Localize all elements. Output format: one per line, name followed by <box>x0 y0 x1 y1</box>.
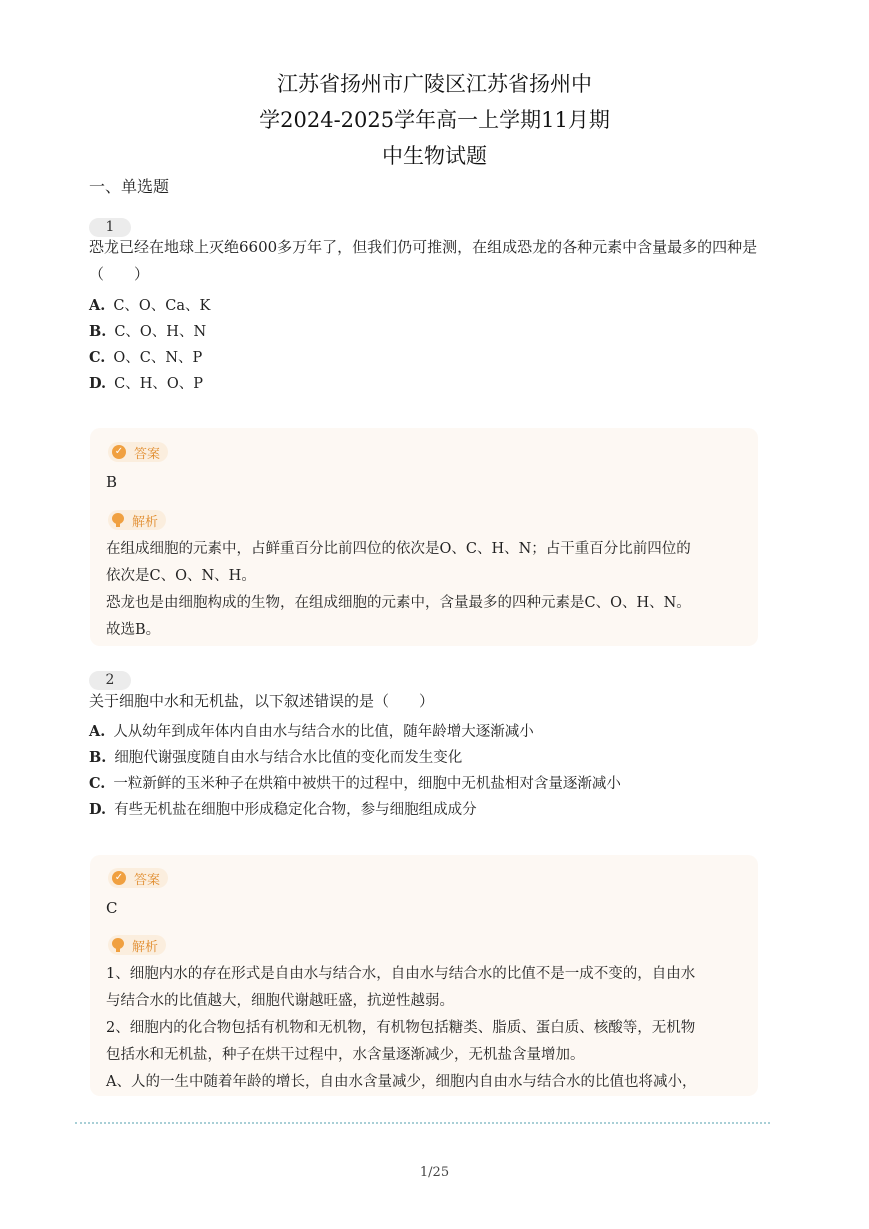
answer-card <box>90 428 758 646</box>
answer-tag <box>108 868 168 888</box>
option-letter: A. <box>89 297 106 314</box>
answer-value: B <box>106 473 118 491</box>
option-text: C、H、O、P <box>114 376 203 392</box>
section-heading: 一、单选题 <box>89 177 170 196</box>
analysis-line: 包括水和无机盐，种子在烘干过程中，水含量逐渐减少，无机盐含量增加。 <box>106 1047 585 1063</box>
option-letter: C. <box>89 775 106 792</box>
option-text: 有些无机盐在细胞中形成稳定化合物，参与细胞组成成分 <box>114 802 477 818</box>
answer-tag <box>108 442 168 462</box>
option-a[interactable] <box>89 722 534 742</box>
analysis-text <box>106 536 736 644</box>
analysis-label: 解析 <box>132 939 159 955</box>
option-letter: A. <box>89 723 106 740</box>
analysis-line: 1、细胞内水的存在形式是自由水与结合水，自由水与结合水的比值不是一成不变的，自由水 <box>106 966 696 982</box>
answer-card <box>90 855 758 1096</box>
option-text: O、C、N、P <box>113 350 203 366</box>
option-a[interactable] <box>89 296 210 316</box>
page-number: 1/25 <box>419 1165 450 1180</box>
answer-label: 答案 <box>134 446 161 462</box>
option-text: C、O、Ca、K <box>113 298 211 314</box>
document-title <box>0 66 869 174</box>
option-letter: B. <box>89 323 107 340</box>
answer-value: C <box>106 899 118 917</box>
lightbulb-icon <box>112 938 124 952</box>
analysis-text <box>106 961 736 1096</box>
analysis-line: 2、细胞内的化合物包括有机物和无机物，有机物包括糖类、脂质、蛋白质、核酸等，无机物 <box>106 1020 696 1036</box>
title-line-2: 学2024-2025学年高一上学期11月期 <box>259 108 610 132</box>
analysis-line: 在组成细胞的元素中，占鲜重百分比前四位的依次是O、C、H、N；占干重百分比前四位的 <box>106 541 691 557</box>
analysis-tag <box>108 935 166 955</box>
title-line-3: 中生物试题 <box>382 144 487 168</box>
option-letter: D. <box>89 801 107 818</box>
option-text: 细胞代谢强度随自由水与结合水比值的变化而发生变化 <box>114 750 463 766</box>
title-line-1: 江苏省扬州市广陵区江苏省扬州中 <box>277 72 592 96</box>
option-letter: B. <box>89 749 107 766</box>
question-stem: 关于细胞中水和无机盐，以下叙述错误的是（ ） <box>89 692 435 710</box>
answer-label: 答案 <box>134 872 161 888</box>
analysis-line: A、人的一生中随着年龄的增长，自由水含量减少，细胞内自由水与结合水的比值也将减小， <box>106 1074 697 1090</box>
analysis-label: 解析 <box>132 514 159 530</box>
analysis-line: 与结合水的比值越大，细胞代谢越旺盛，抗逆性越弱。 <box>106 993 454 1009</box>
analysis-line: 故选B。 <box>106 622 161 638</box>
check-badge-icon: ✓ <box>112 871 126 885</box>
option-d[interactable] <box>89 800 477 820</box>
option-b[interactable] <box>89 748 462 768</box>
option-c[interactable] <box>89 774 621 794</box>
check-badge-icon: ✓ <box>112 445 126 459</box>
option-text: 人从幼年到成年体内自由水与结合水的比值，随年龄增大逐渐减小 <box>113 724 534 740</box>
question-number-badge: 2 <box>89 671 131 690</box>
analysis-line: 依次是C、O、N、H。 <box>106 568 256 584</box>
page-divider <box>75 1122 770 1124</box>
option-letter: D. <box>89 375 107 392</box>
option-c[interactable] <box>89 348 202 368</box>
option-d[interactable] <box>89 374 203 394</box>
option-b[interactable] <box>89 322 206 342</box>
option-letter: C. <box>89 349 106 366</box>
analysis-line: 恐龙也是由细胞构成的生物，在组成细胞的元素中，含量最多的四种元素是C、O、H、N。 <box>106 595 691 611</box>
analysis-tag <box>108 510 166 530</box>
lightbulb-icon <box>112 513 124 527</box>
question-number-badge: 1 <box>89 218 131 237</box>
option-text: 一粒新鲜的玉米种子在烘箱中被烘干的过程中，细胞中无机盐相对含量逐渐减小 <box>113 776 621 792</box>
question-stem: 恐龙已经在地球上灭绝6600多万年了，但我们仍可推测，在组成恐龙的各种元素中含量最多的四种是（ ） <box>89 238 758 283</box>
option-text: C、O、H、N <box>114 324 207 340</box>
